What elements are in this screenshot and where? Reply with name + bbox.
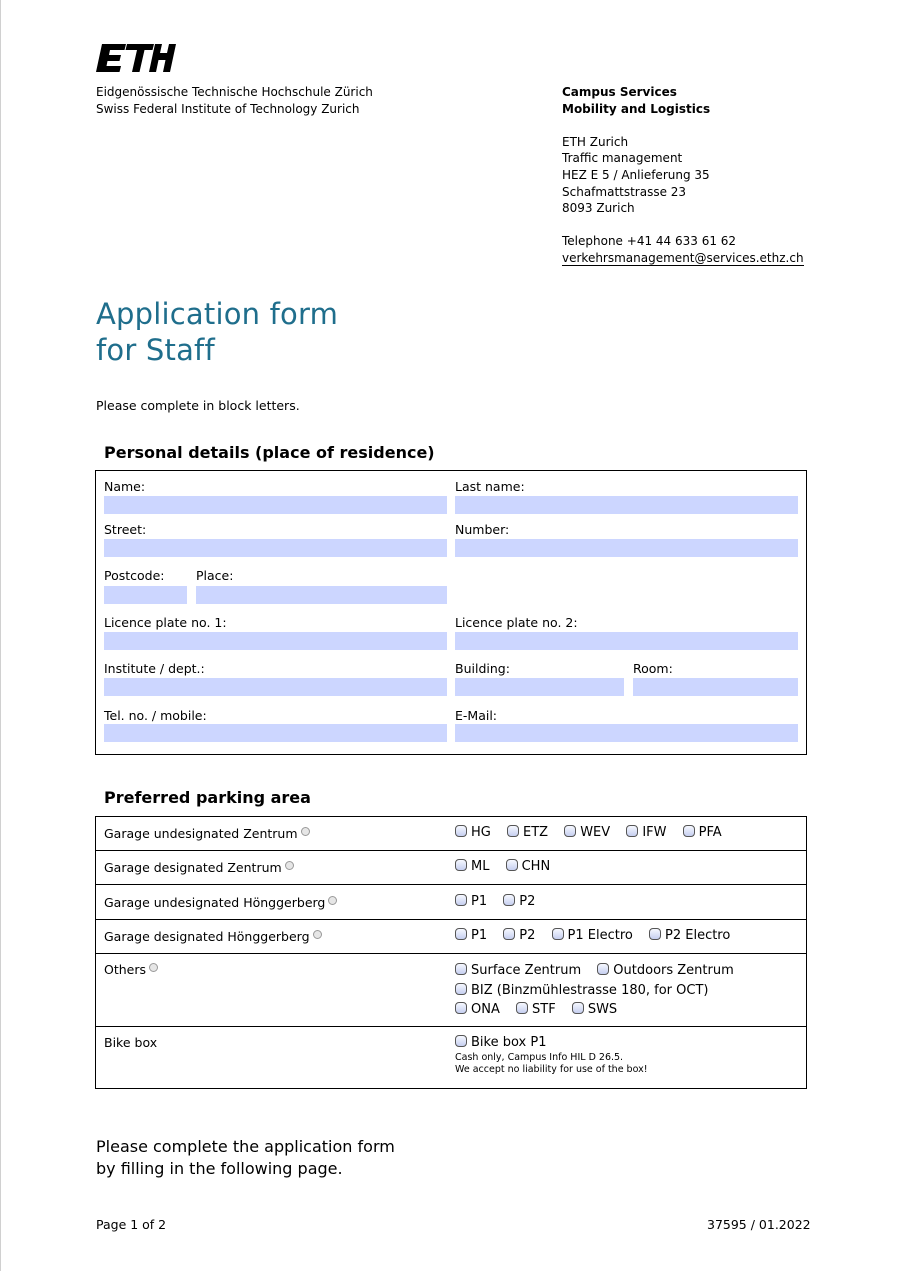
option-pfa[interactable] bbox=[683, 825, 722, 840]
option-label: IFW bbox=[642, 825, 667, 840]
parking-row bbox=[96, 920, 806, 954]
option-label: P1 Electro bbox=[567, 928, 633, 943]
parking-options bbox=[455, 894, 547, 909]
checkbox-icon[interactable] bbox=[507, 825, 519, 837]
parking-row-label bbox=[104, 895, 337, 910]
last-name-input[interactable] bbox=[455, 496, 798, 514]
plate2-label: Licence plate no. 2: bbox=[455, 615, 578, 630]
parking-row bbox=[96, 851, 806, 885]
bike-box-note: Cash only, Campus Info HIL D 26.5. bbox=[455, 1052, 624, 1063]
title-line: Application form bbox=[96, 297, 339, 331]
outro-line: Please complete the application form bbox=[96, 1137, 395, 1156]
tel-input[interactable] bbox=[104, 724, 447, 742]
checkbox-icon[interactable] bbox=[552, 928, 564, 940]
option-label: CHN bbox=[521, 859, 551, 874]
option-label: P1 bbox=[471, 928, 488, 943]
department-line: Campus Services bbox=[562, 85, 677, 99]
personal-heading: Personal details (place of residence) bbox=[104, 443, 435, 462]
parking-options bbox=[455, 859, 562, 874]
eth-logo bbox=[96, 40, 176, 76]
address-line: HEZ E 5 / Anlieferung 35 bbox=[562, 167, 710, 182]
telephone: Telephone +41 44 633 61 62 bbox=[562, 234, 737, 249]
option-ml[interactable] bbox=[455, 859, 489, 874]
number-input[interactable] bbox=[455, 539, 798, 557]
option-wev[interactable] bbox=[564, 825, 610, 840]
plate1-label: Licence plate no. 1: bbox=[104, 615, 227, 630]
postcode-input[interactable] bbox=[104, 586, 187, 604]
option-sws[interactable] bbox=[572, 1000, 617, 1020]
radio-icon[interactable] bbox=[285, 861, 294, 870]
option-label: HG bbox=[471, 825, 491, 840]
parking-row bbox=[96, 954, 806, 1027]
parking-row-label bbox=[104, 826, 310, 841]
parking-row-label: Bike box bbox=[104, 1035, 158, 1050]
option-hg[interactable] bbox=[455, 825, 491, 840]
option-p1-electro[interactable] bbox=[552, 928, 633, 943]
address-line: ETH Zurich bbox=[562, 134, 629, 149]
parking-options bbox=[455, 825, 734, 840]
option-label: Bike box P1 bbox=[471, 1035, 547, 1050]
option-ifw[interactable] bbox=[626, 825, 666, 840]
checkbox-icon[interactable] bbox=[455, 928, 467, 940]
email-link[interactable]: verkehrsmanagement@services.ethz.ch bbox=[562, 250, 804, 265]
last-name-label: Last name: bbox=[455, 479, 525, 494]
postcode-label: Postcode: bbox=[104, 568, 165, 583]
radio-icon[interactable] bbox=[328, 896, 337, 905]
address-line: Schafmattstrasse 23 bbox=[562, 184, 687, 199]
option-etz[interactable] bbox=[507, 825, 548, 840]
checkbox-icon[interactable] bbox=[455, 859, 467, 871]
radio-icon[interactable] bbox=[149, 963, 158, 972]
parking-heading: Preferred parking area bbox=[104, 788, 311, 807]
institute-input[interactable] bbox=[104, 678, 447, 696]
form-code: 37595 / 01.2022 bbox=[707, 1217, 811, 1232]
checkbox-icon[interactable] bbox=[455, 983, 467, 995]
plate1-input[interactable] bbox=[104, 632, 447, 650]
parking-row-label-text: Garage designated Hönggerberg bbox=[104, 929, 310, 944]
parking-table bbox=[95, 816, 807, 1089]
checkbox-icon[interactable] bbox=[649, 928, 661, 940]
parking-row-label-text: Garage undesignated Hönggerberg bbox=[104, 895, 326, 910]
bike-box-note: We accept no liability for use of the box! bbox=[455, 1064, 648, 1075]
personal-details-box bbox=[95, 470, 807, 755]
parking-row-label-text: Garage undesignated Zentrum bbox=[104, 826, 298, 841]
parking-row bbox=[96, 817, 806, 851]
outro-line: by filling in the following page. bbox=[96, 1159, 343, 1178]
tel-label: Tel. no. / mobile: bbox=[104, 708, 207, 723]
contact-address bbox=[562, 84, 804, 267]
radio-icon[interactable] bbox=[313, 930, 322, 939]
checkbox-icon[interactable] bbox=[626, 825, 638, 837]
institution-line: Swiss Federal Institute of Technology Zurich bbox=[96, 102, 360, 116]
option-biz[interactable] bbox=[455, 981, 708, 1001]
checkbox-icon[interactable] bbox=[455, 963, 467, 975]
department-line: Mobility and Logistics bbox=[562, 101, 711, 116]
option-label: WEV bbox=[580, 825, 611, 840]
page-edge bbox=[0, 0, 1, 1271]
option-label: SWS bbox=[587, 1002, 618, 1017]
option-ona[interactable] bbox=[455, 1000, 500, 1020]
checkbox-icon[interactable] bbox=[572, 1002, 584, 1014]
address-line: Traffic management bbox=[562, 151, 683, 166]
option-label: P2 bbox=[519, 894, 536, 909]
street-input[interactable] bbox=[104, 539, 447, 557]
option-stf[interactable] bbox=[516, 1000, 556, 1020]
checkbox-icon[interactable] bbox=[455, 825, 467, 837]
option-bike-box-p1[interactable] bbox=[455, 1035, 546, 1050]
institution-name bbox=[96, 84, 373, 118]
checkbox-icon[interactable] bbox=[516, 1002, 528, 1014]
parking-row-label bbox=[104, 962, 158, 977]
option-label: P1 bbox=[471, 894, 488, 909]
room-input[interactable] bbox=[633, 678, 798, 696]
checkbox-icon[interactable] bbox=[455, 1035, 467, 1047]
checkbox-icon[interactable] bbox=[506, 859, 518, 871]
intro-text: Please complete in block letters. bbox=[96, 398, 300, 413]
title-line: for Staff bbox=[96, 333, 215, 367]
option-label: ETZ bbox=[523, 825, 549, 840]
name-input[interactable] bbox=[104, 496, 447, 514]
option-label: P2 Electro bbox=[665, 928, 731, 943]
option-p1[interactable] bbox=[455, 928, 487, 943]
parking-row bbox=[96, 1027, 806, 1088]
parking-options bbox=[455, 928, 742, 943]
checkbox-icon[interactable] bbox=[564, 825, 576, 837]
option-label: Surface Zentrum bbox=[471, 963, 582, 978]
option-outdoors-zentrum[interactable] bbox=[597, 961, 733, 981]
option-p2[interactable] bbox=[503, 894, 535, 909]
institution-line: Eidgenössische Technische Hochschule Zürich bbox=[96, 85, 373, 99]
option-label: BIZ (Binzmühlestrasse 180, for OCT) bbox=[471, 982, 709, 998]
outro-text bbox=[96, 1136, 395, 1180]
plate2-input[interactable] bbox=[455, 632, 798, 650]
parking-row-label-text: Garage designated Zentrum bbox=[104, 860, 282, 875]
parking-row-label bbox=[104, 929, 322, 944]
building-label: Building: bbox=[455, 661, 510, 676]
checkbox-icon[interactable] bbox=[683, 825, 695, 837]
checkbox-icon[interactable] bbox=[503, 928, 515, 940]
name-label: Name: bbox=[104, 479, 146, 494]
option-surface-zentrum[interactable] bbox=[455, 961, 581, 981]
institute-label: Institute / dept.: bbox=[104, 661, 205, 676]
parking-options bbox=[455, 961, 746, 1020]
option-label: PFA bbox=[698, 825, 722, 840]
address-line: 8093 Zurich bbox=[562, 201, 635, 216]
option-label: ONA bbox=[471, 1002, 500, 1017]
email-label: E-Mail: bbox=[455, 708, 498, 723]
option-label: Outdoors Zentrum bbox=[613, 963, 734, 978]
option-p2[interactable] bbox=[503, 928, 535, 943]
option-label: ML bbox=[471, 859, 490, 874]
parking-row-label-text: Others bbox=[104, 962, 147, 977]
option-p2-electro[interactable] bbox=[649, 928, 730, 943]
page-number: Page 1 of 2 bbox=[96, 1217, 167, 1232]
option-label: P2 bbox=[519, 928, 536, 943]
option-label: STF bbox=[532, 1002, 556, 1017]
building-input[interactable] bbox=[455, 678, 624, 696]
checkbox-icon[interactable] bbox=[597, 963, 609, 975]
parking-row bbox=[96, 885, 806, 920]
option-chn[interactable] bbox=[506, 859, 551, 874]
parking-options bbox=[455, 1035, 648, 1076]
place-input[interactable] bbox=[196, 586, 447, 604]
parking-row-label bbox=[104, 860, 294, 875]
page-title bbox=[96, 296, 338, 368]
street-label: Street: bbox=[104, 522, 147, 537]
checkbox-icon[interactable] bbox=[455, 1002, 467, 1014]
place-label: Place: bbox=[196, 568, 234, 583]
checkbox-icon[interactable] bbox=[455, 894, 467, 906]
option-p1[interactable] bbox=[455, 894, 487, 909]
room-label: Room: bbox=[633, 661, 673, 676]
email-input[interactable] bbox=[455, 724, 798, 742]
radio-icon[interactable] bbox=[301, 827, 310, 836]
number-label: Number: bbox=[455, 522, 510, 537]
checkbox-icon[interactable] bbox=[503, 894, 515, 906]
